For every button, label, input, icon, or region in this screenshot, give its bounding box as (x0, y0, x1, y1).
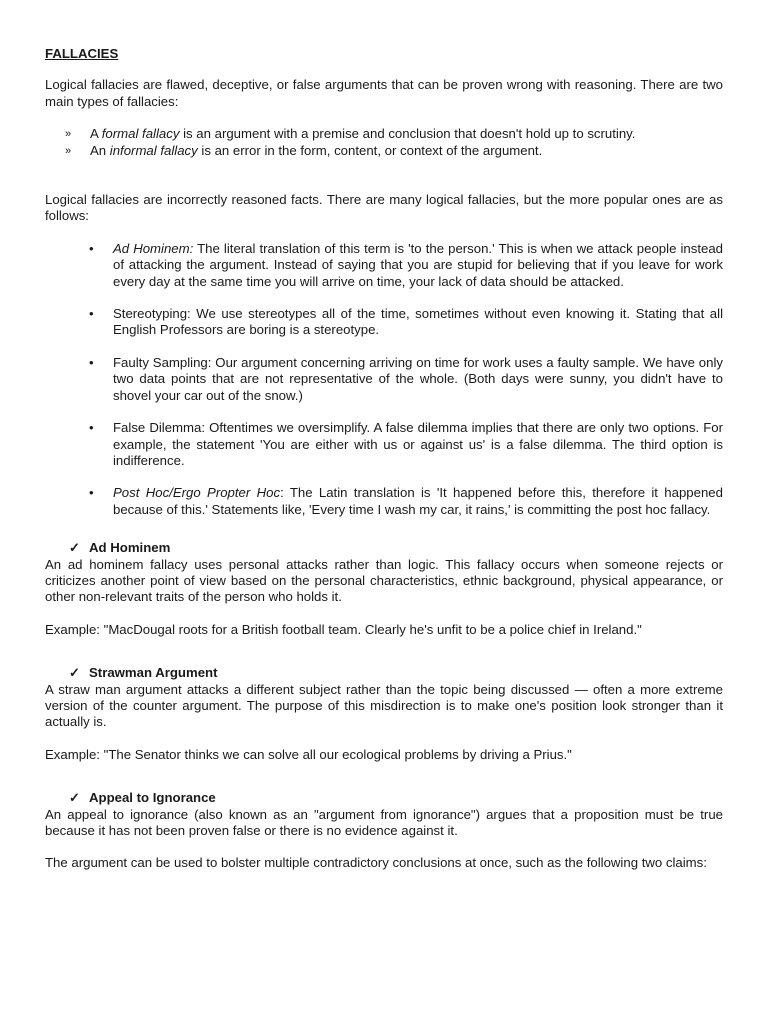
fallacy-term: Faulty Sampling: (113, 354, 212, 370)
term-formal-fallacy: formal fallacy (101, 126, 180, 142)
checkmark-icon: ✓ (69, 540, 81, 556)
checkmark-icon: ✓ (69, 790, 81, 806)
overview-paragraph: Logical fallacies are incorrectly reasoned facts. There are many logical fallacies, but the more popular ones are as follows: (45, 192, 723, 224)
list-item: • Stereotyping: We use stereotypes all of the time, sometimes without even knowing it. Stating that all English Professors are boring is a stereotype. (89, 306, 723, 338)
fallacy-term: Post Hoc/Ergo Propter Hoc (113, 485, 281, 501)
document-title: FALLACIES (45, 46, 119, 61)
arrow-bullet-icon: » (65, 128, 72, 141)
section-heading: ✓ Strawman Argument (69, 665, 218, 681)
term-informal-fallacy: informal fallacy (109, 142, 198, 158)
section-appeal-to-ignorance (45, 790, 723, 872)
section-example: Example: "The Senator thinks we can solve all our ecological problems by driving a Prius." (45, 746, 572, 762)
bullet-icon: • (89, 485, 94, 501)
section-extra-paragraph: The argument can be used to bolster multiple contradictory conclusions at once, such as the following two claims: (45, 855, 707, 871)
bullet-icon: • (89, 240, 94, 256)
list-item: » A formal fallacy is an argument with a premise and conclusion that doesn't hold up to scrutiny. (65, 126, 636, 142)
bullet-icon: • (89, 306, 94, 322)
popular-fallacies-list (89, 240, 723, 518)
list-item: • Ad Hominem: The literal translation of this term is 'to the person.' This is when we attack people instead of attacking the argument. Instead of saying that you are stupid for believing that if you leave for work every day at the same time you will arrive on time, your lack of data should be attacked. (89, 240, 723, 289)
section-heading: ✓ Appeal to Ignorance (69, 790, 216, 806)
section-body: An appeal to ignorance (also known as an "argument from ignorance") argues that a proposition must be true because it has not been proven false or there is no evidence against it. (45, 806, 723, 838)
list-item: • False Dilemma: Oftentimes we oversimplify. A false dilemma implies that there are only two options. For example, the statement 'You are either with us or against us' is a false dilemma. The third option is indifference. (89, 420, 723, 468)
intro-paragraph: Logical fallacies are flawed, deceptive, or false arguments that can be proven wrong with reasoning. There are two main types of fallacies: (45, 77, 723, 109)
fallacy-term: False Dilemma: (113, 420, 206, 436)
bullet-icon: • (89, 420, 94, 436)
fallacy-types-list (65, 126, 723, 159)
fallacy-term: Ad Hominem: (113, 240, 194, 256)
bullet-icon: • (89, 354, 94, 370)
list-item: » An informal fallacy is an error in the form, content, or context of the argument. (65, 142, 543, 158)
fallacy-term: Stereotyping: (113, 306, 191, 322)
section-ad-hominem (45, 540, 723, 638)
list-item: • Post Hoc/Ergo Propter Hoc: The Latin translation is 'It happened before this, therefore it happened because of this.' Statements like, 'Every time I wash my car, it rains,' is committing the post hoc fallacy. (89, 485, 723, 517)
list-item: • Faulty Sampling: Our argument concerning arriving on time for work uses a faulty sample. We have only two data points that are not representative of the whole. (Both days were sunny, you didn't have to shovel your car out of the snow.) (89, 354, 723, 403)
checkmark-icon: ✓ (69, 665, 81, 681)
section-example: Example: "MacDougal roots for a British football team. Clearly he's unfit to be a police chief in Ireland." (45, 621, 642, 637)
section-heading: ✓ Ad Hominem (69, 540, 171, 556)
section-strawman-argument (45, 665, 723, 763)
section-body: A straw man argument attacks a different subject rather than the topic being discussed — often a more extreme version of the counter argument. The purpose of this misdirection is to make one's position look stronger than it actually is. (45, 681, 723, 730)
section-body: An ad hominem fallacy uses personal attacks rather than logic. This fallacy occurs when someone rejects or criticizes another point of view based on the personal characteristics, ethnic background, physical appearance, or other non-relevant traits of the person who holds it. (45, 556, 723, 605)
arrow-bullet-icon: » (65, 144, 72, 157)
